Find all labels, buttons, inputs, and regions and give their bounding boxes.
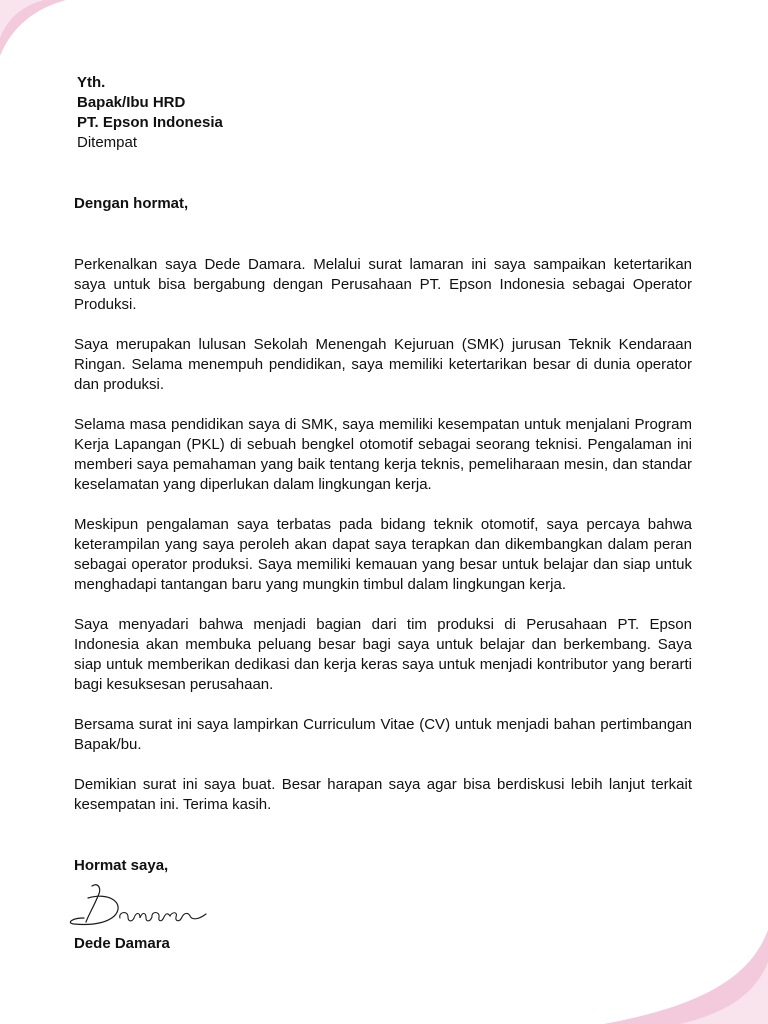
paragraph-internship: Selama masa pendidikan saya di SMK, saya memiliki kesempatan untuk menjalani Program Kerja Lapangan (PKL) di sebuah bengkel otomotif sebagai seorang teknisi. Pengalaman ini memberi saya pemahaman yang baik tentang kerja teknis, pemeliharaan mesin, dan standar keselamatan yang diperlukan dalam lingkungan kerja. [74,416,692,493]
recipient-location: Ditempat [77,134,138,151]
paragraph-motivation: Saya menyadari bahwa menjadi bagian dari tim produksi di Perusahaan PT. Epson Indonesia akan membuka peluang besar bagi saya untuk belajar dan berkembang. Saya siap untuk memberikan dedikasi dan kerja keras saya untuk menjadi kontributor yang berarti bagi kesuksesan perusahaan. [74,616,692,693]
paragraph-introduction: Perkenalkan saya Dede Damara. Melalui surat lamaran ini saya sampaikan ketertarikan saya untuk bisa bergabung dengan Perusahaan PT. Epson Indonesia sebagai Operator Produksi. [74,256,692,313]
application-letter [74,73,692,954]
paragraph-skills: Meskipun pengalaman saya terbatas pada bidang teknik otomotif, saya percaya bahwa keterampilan yang saya peroleh akan dapat saya terapkan dan dikembangkan dalam peran sebagai operator produksi. Saya memiliki kemauan yang besar untuk belajar dan siap untuk menghadapi tantangan baru yang mungkin timbul dalam lingkungan kerja. [74,516,692,593]
recipient-address [77,73,692,153]
recipient-company: PT. Epson Indonesia [77,114,223,131]
recipient-salutation: Yth. [77,74,106,91]
paragraph-attachment: Bersama surat ini saya lampirkan Curriculum Vitae (CV) untuk menjadi bahan pertimbangan Bapak/bu. [74,716,692,753]
signer-name: Dede Damara [74,935,170,952]
greeting: Dengan hormat, [74,195,189,212]
handwritten-signature [68,880,208,932]
recipient-title: Bapak/Ibu HRD [77,94,186,111]
letter-body [74,255,692,815]
closing-salutation: Hormat saya, [74,857,169,874]
paragraph-closing: Demikian surat ini saya buat. Besar harapan saya agar bisa berdiskusi lebih lanjut terkait kesempatan ini. Terima kasih. [74,776,692,813]
paragraph-education: Saya merupakan lulusan Sekolah Menengah Kejuruan (SMK) jurusan Teknik Kendaraan Ringan. Selama menempuh pendidikan, saya memiliki ketertarikan besar di dunia operator dan produksi. [74,336,692,393]
